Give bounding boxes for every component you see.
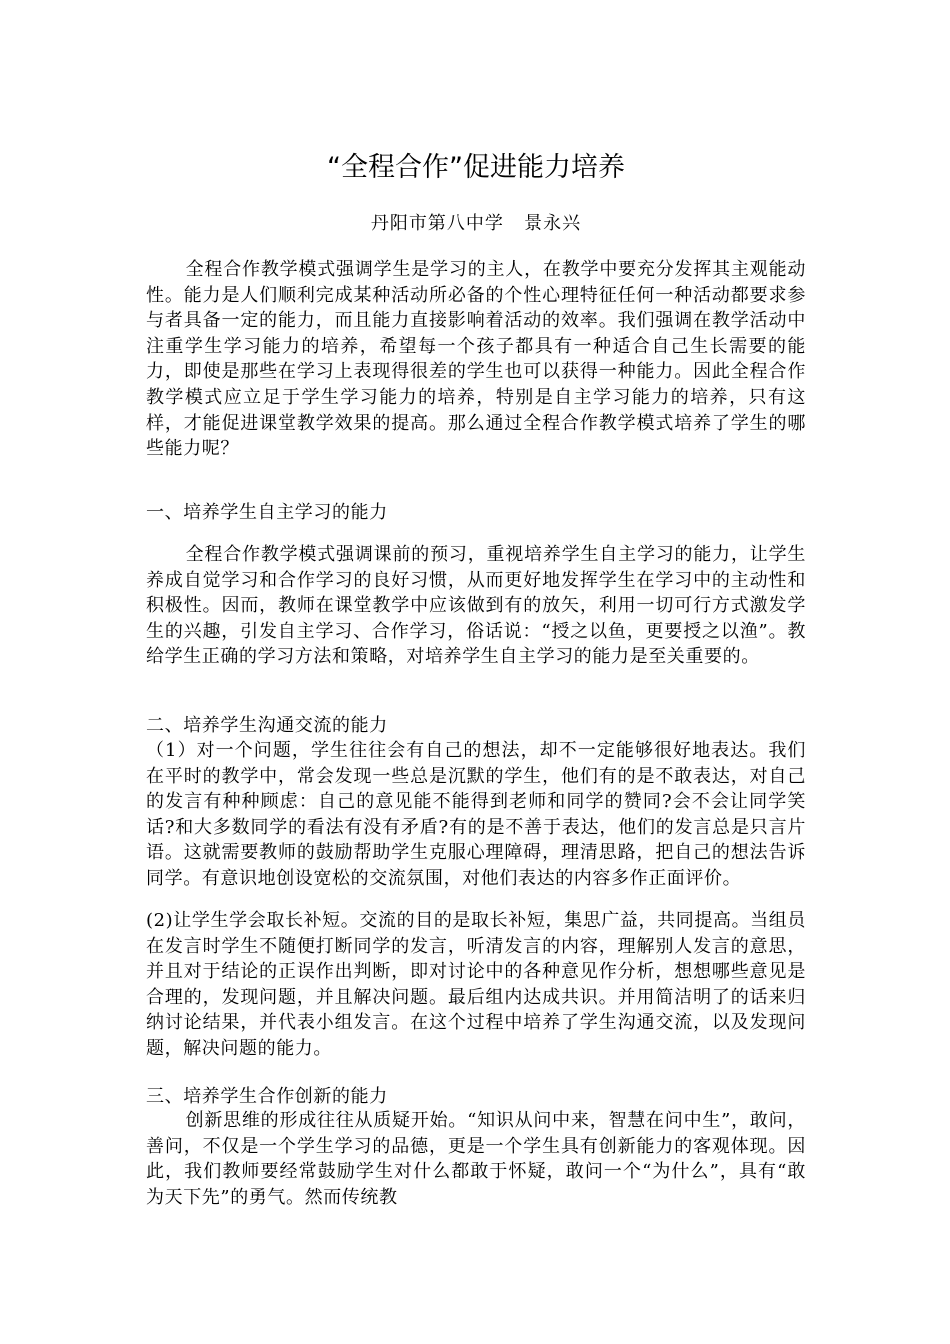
intro-paragraph: 全程合作教学模式强调学生是学习的主人，在教学中要充分发挥其主观能动性。能力是人们顺利完成某种活动所必备的个性心理特征任何一种活动都要求参与者具备一定的能力，而且能力直接影响着活动的效率。我们强调在教学活动中注重学生学习能力的培养，希望每一个孩子都具有一种适合自己生长需要的能力，即使是那些在学习上表现得很差的学生也可以获得一种能力。因此全程合作教学模式应立足于学生学习能力的培养，特别是自主学习能力的培养，只有这样，才能促进课堂教学效果的提高。那么通过全程合作教学模式培养了学生的哪些能力呢？ xyxy=(146,259,806,460)
section-3-heading: 三、培养学生合作创新的能力 xyxy=(146,1086,388,1107)
section-2-heading: 二、培养学生沟通交流的能力 xyxy=(146,715,388,736)
document-title: “全程合作”促进能力培养 xyxy=(327,152,625,183)
section-2-point-2: (2)让学生学会取长补短。交流的目的是取长补短，集思广益，共同提高。当组员在发言时学生不随便打断同学的发言，听清发言的内容，理解别人发言的意思，并且对于结论的正误作出判断，即对讨论中的各种意见作分析，想想哪些意见是合理的，发现问题，并且解决问题。最后组内达成共识。并用简洁明了的话来归纳讨论结果，并代表小组发言。在这个过程中培养了学生沟通交流，以及发现问题，解决问题的能力。 xyxy=(146,910,806,1059)
section-3-paragraph: 创新思维的形成往往从质疑开始。“知识从问中来，智慧在问中生”，敢问，善问，不仅是一个学生学习的品德，更是一个学生具有创新能力的客观体现。因此，我们教师要经常鼓励学生对什么都敢于怀疑，敢问一个“为什么”，具有“敢为天下先”的勇气。然而传统教 xyxy=(146,1110,806,1208)
section-2-point-1: （1）对一个问题，学生往往会有自己的想法，却不一定能够很好地表达。我们在平时的教学中，常会发现一些总是沉默的学生，他们有的是不敢表达，对自己的发言有种种顾虑：自己的意见能不能得到老师和同学的赞同?会不会让同学笑话?和大多数同学的看法有没有矛盾?有的是不善于表达，他们的发言总是只言片语。这就需要教师的鼓励帮助学生克服心理障碍，理清思路，把自己的想法告诉同学。有意识地创设宽松的交流氛围，对他们表达的内容多作正面评价。 xyxy=(146,740,806,889)
section-1-heading: 一、培养学生自主学习的能力 xyxy=(146,502,388,523)
author-byline: 丹阳市第八中学 景永兴 xyxy=(370,213,582,234)
section-1-paragraph: 全程合作教学模式强调课前的预习，重视培养学生自主学习的能力，让学生养成自觉学习和合作学习的良好习惯，从而更好地发挥学生在学习中的主动性和积极性。因而，教师在课堂教学中应该做到有的放矢，利用一切可行方式激发学生的兴趣，引发自主学习、合作学习，俗话说：“授之以鱼，更要授之以渔”。教给学生正确的学习方法和策略，对培养学生自主学习的能力是至关重要的。 xyxy=(146,544,806,668)
